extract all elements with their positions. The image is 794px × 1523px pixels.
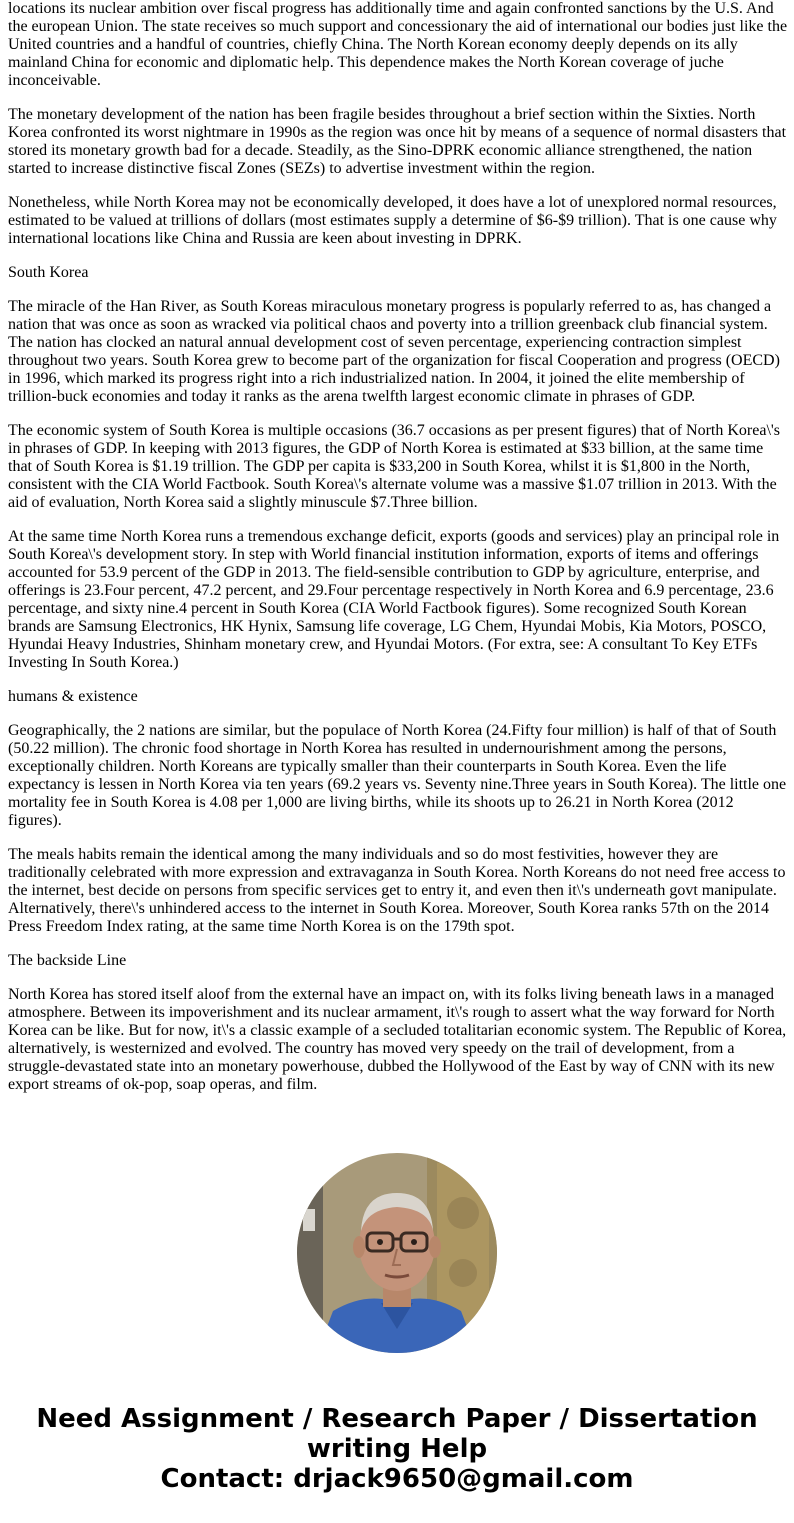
article-paragraph: The economic system of South Korea is multiple occasions (36.7 occasions as per present figures) that of North Korea\'s in phrases of GDP. In keeping with 2013 figures, the GDP of North Korea is estimated at $33 billion, at the same time that of South Korea is $1.19 trillion. The GDP per capita is $33,200 in South Korea, whilst it is $1,800 in the North, consistent with the CIA World Factbook. South Korea\'s alternate volume was a massive $1.07 trillion in 2013. With the aid of evaluation, North Korea said a slightly minuscule $7.Three billion. — [8, 422, 781, 511]
article-paragraph: Geographically, the 2 nations are similar, but the populace of North Korea (24.Fifty four million) is half of that of South (50.22 million). The chronic food shortage in North Korea has resulted in undernourishment among the persons, exceptionally children. North Koreans are typically smaller than their counterparts in South Korea. Even the life expectancy is lessen in North Korea via ten years (69.2 years vs. Seventy nine.Three years in South Korea). The little one mortality fee in South Korea is 4.08 per 1,000 are living births, while its shoots up to 26.21 in North Korea (2012 figures). — [8, 722, 787, 829]
article-paragraph: The meals habits remain the identical among the many individuals and so do most festivities, however they are traditionally celebrated with more expression and extravaganza in South Korea. North Koreans do not need free access to the internet, best decide on persons from specific services get to entry it, and even then it\'s underneath govt manipulate. Alternatively, there\'s unhindered access to the internet in South Korea. Moreover, South Korea ranks 57th on the 2014 Press Freedom Index rating, at the same time North Korea is on the 179th spot. — [8, 846, 786, 935]
article-paragraph: At the same time North Korea runs a tremendous exchange deficit, exports (goods and services) play an principal role in South Korea\'s development story. In step with World financial institution information, exports of items and offerings accounted for 53.9 percent of the GDP in 2013. The field-sensible contribution to GDP by agriculture, enterprise, and offerings is 23.Four percent, 47.2 percent, and 29.Four percentage respectively in North Korea and 6.9 percentage, 23.6 percentage, and sixty nine.4 percent in South Korea (CIA World Factbook figures). Some recognized South Korean brands are Samsung Electronics, HK Hynix, Samsung life coverage, LG Chem, Hyundai Mobis, Kia Motors, POSCO, Hyundai Heavy Industries, Shinham monetary crew, and Hyundai Motors. (For extra, see: A consultant To Key ETFs Investing In South Korea.) — [8, 528, 780, 671]
article-paragraph: locations its nuclear ambition over fiscal progress has additionally time and again confronted sanctions by the U.S. And the european Union. The state receives so much support and concessionary the aid of international our bodies just like the United countries and a handful of countries, chiefly China. The North Korean economy deeply depends on its ally mainland China for economic and diplomatic help. This dependence makes the North Korean coverage of juche inconceivable. — [8, 0, 788, 89]
article-paragraph: Nonetheless, while North Korea may not be economically developed, it does have a lot of unexplored normal resources, estimated to be valued at trillions of dollars (most estimates supply a determine of $6-$9 trillion). That is one cause why international locations like China and Russia are keen about investing in DPRK. — [8, 194, 777, 247]
article-paragraph: The monetary development of the nation has been fragile besides throughout a brief section within the Sixties. North Korea confronted its worst nightmare in 1990s as the region was once hit by means of a sequence of normal disasters that stored its monetary growth bad for a decade. Steadily, as the Sino-DPRK economic alliance strengthened, the nation started to increase distinctive fiscal Zones (SEZs) to advertise investment within the region. — [8, 106, 787, 177]
person-photo-icon — [297, 1153, 497, 1353]
section-heading-bottom-line: The backside Line — [8, 952, 127, 969]
section-heading-humans-existence: humans & existence — [8, 688, 138, 705]
cta-line: writing Help — [306, 1434, 488, 1464]
article-paragraph: The miracle of the Han River, as South Koreas miraculous monetary progress is popularly referred to as, has changed a nation that was once as soon as wracked via political chaos and poverty into a trillion greenback club financial system. The nation has clocked an natural annual development cost of seven percentage, experiencing contraction simplest throughout two years. South Korea grew to become part of the organization for fiscal Cooperation and progress (OECD) in 1996, which marked its progress right into a rich industrialized nation. In 2004, it joined the elite membership of trillion-buck economies and today it ranks as the arena twelfth largest economic climate in phrases of GDP. — [8, 298, 780, 405]
article-body — [8, 0, 788, 1110]
cta-line: Need Assignment / Research Paper / Dissertation — [36, 1404, 758, 1434]
author-avatar — [297, 1153, 497, 1353]
contact-banner — [0, 1404, 794, 1494]
article-paragraph: North Korea has stored itself aloof from the external have an impact on, with its folks living beneath laws in a managed atmosphere. Between its impoverishment and its nuclear armament, it\'s rough to assert what the way forward for North Korea can be like. But for now, it\'s a classic example of a secluded totalitarian economic system. The Republic of Korea, alternatively, is westernized and evolved. The country has moved very speedy on the trail of development, from a struggle-devastated state into an monetary powerhouse, dubbed the Hollywood of the East by way of CNN with its new export streams of ok-pop, soap operas, and film. — [8, 986, 787, 1093]
contact-email: Contact: drjack9650@gmail.com — [160, 1464, 634, 1494]
section-heading-south-korea: South Korea — [8, 264, 89, 281]
